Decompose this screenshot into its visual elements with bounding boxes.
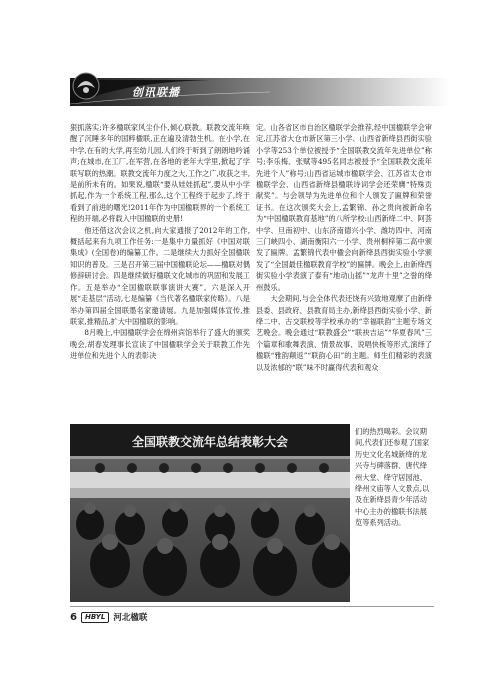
magazine-badge: HBYL <box>81 612 109 623</box>
article-paragraph: 大会期间,与会全体代表还饶有兴致地观摩了由新绛县委、县政府、县教育局主办,新绛县西街实验小学、新绛二中、古交联校等学校承办的“幸福联韵”主题专场文艺晚会。晚会通过“联教盛会”“联袂吉运”“华夏春风”三个篇章和歌舞表演、情景故事、说唱快板等形式,演绎了楹联“雅韵颠返”“联韵心田”的主题。师生们精彩的表演以及浓郁的“联”味不时赢得代表和观众 <box>256 294 432 372</box>
header-swoosh <box>70 78 450 106</box>
conference-photo <box>70 424 350 602</box>
article-left-column <box>70 122 250 362</box>
article-paragraph: 狠抓落实;许多楹联家风尘仆仆,倾心联教。联教交流年唤醒了沉睡多年的国粹楹联,正在遍及清勃生机。在小学,在中学,在有的大学,再至幼儿园,人们终于听到了朗朗地吟诵声;在城市,在工厂,在军营,在各地的老年大学里,掀起了学联写联的热潮。联教交流年力度之大,工作之广,收获之丰,是前所未有的。如果说,楹联“要从娃娃抓起”,要从中小学抓起,作为一个系统工程,那么,这个工程终于起步了,终于看到了前进的曙光!2011年作为中国楹联界的一个系统工程的开端,必将载入中国楹联的史册! <box>70 123 250 224</box>
section-header <box>70 78 450 106</box>
article-side-column: 们的热烈喝彩。会议期间,代表们还参观了国家历史文化名城新绛的龙兴寺与碑落群、唐代绛州大堂、绛守居园池、绛州文庙等人文景点,以及在新绛县青少年活动中心主办的楹联书法展览等系列活动。 <box>355 427 430 528</box>
page-footer <box>70 610 147 624</box>
photo-banner-text: 全国联教交流年总结表彰大会 <box>131 435 289 449</box>
footer-divider <box>70 606 434 607</box>
page-number: 6 <box>70 611 77 623</box>
conference-hall-illustration <box>70 424 350 602</box>
article-paragraph: 他还借这次会议之机,向大家通报了2012年的工作,概括起来有九项工作任务:一是集中力量抓好《中国对联集成》(全国卷)的编纂工作。二是继续大力抓好全国楹联知识的普及。三是召开第三届中国楹联论坛——楹联对偶修辞研讨会。四是继续做好楹联文化城市的巩固和发展工作。五是举办“全国楹联联事演讲大赛”。六是深入开展“走基层”活动,七是编纂《当代著名楹联家传略》。八是举办第四届全国联墨名家邀请展。九是加强媒体宣传,推联家,推精品,扩大中国楹联的影响。 <box>70 225 250 326</box>
article-right-column <box>256 122 432 373</box>
section-logo-icon <box>68 68 104 104</box>
article-paragraph: 8月晚上,中国楹联学会在绵州宾馆举行了盛大的颁奖晚会,胡春发理事长宣读了中国楹联学会关于联教工作先进单位和先进个人的表彰决 <box>70 328 250 361</box>
section-title: 创讯联播 <box>132 86 180 99</box>
article-paragraph: 定。山各省区市自治区楹联学会推荐,经中国楹联学会审定,江苏省大仓市新区第三小学、山西省新绛县西街实验小学等253个单位被授予“全国联教交流年先进单位”称号;李乐梅、张赋等495名同志被授予“全国联教交流年先进个人”称号;山西省运城市楹联学会、江苏省太仓市楹联学会、山西省新绛县楹联诗词学会还荣膺“特殊贡献奖”。与会领导为先进单位和个人颁发了匾牌和荣誉证书。在这次颁奖大会上,孟繁锦、孙之贵向被新命名为“中国楹联教育基地”的八所学校:山西新绛二中、阿荟中学、旦南初中、山东济南德兴小学、潍坊四中、河南三门峡四小、湖南衡阳六一小学、贵州桐梓第二高中颁发了匾牌。孟繁锦代表中楹会向新绛县西街实验小学颁发了“全国最佳楹联教育学校”的匾牌。晚会上,由新绛西街实验小学表演了泰有“地动山摇”“龙声十里”之誉的绛州鼓乐。 <box>256 123 432 292</box>
magazine-name: 河北楹联 <box>113 613 148 623</box>
